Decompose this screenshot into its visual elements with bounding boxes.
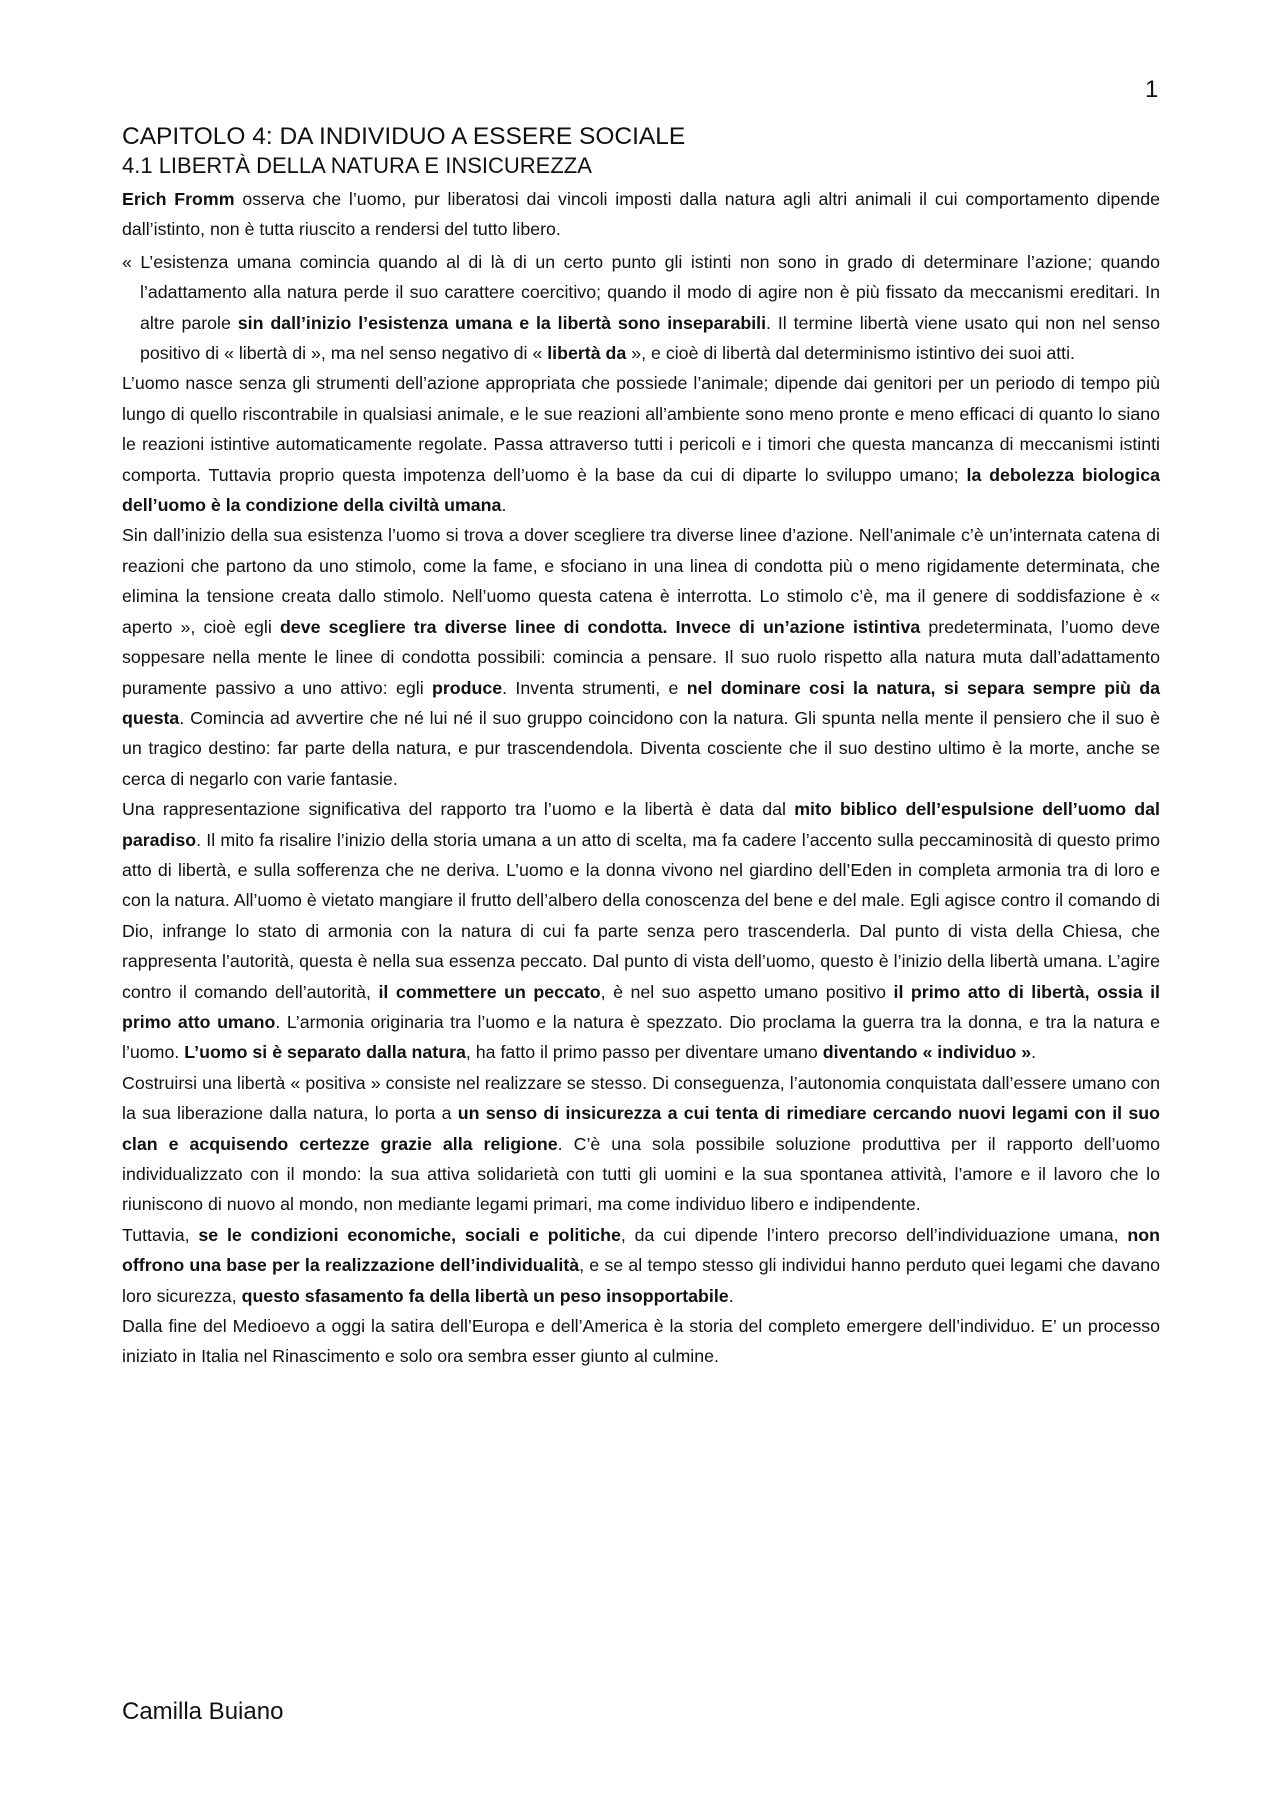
bold-text: la debolezza biologica dell’uomo è la condizione della civiltà umana bbox=[122, 464, 1160, 516]
quotation bbox=[122, 247, 1160, 369]
text-run: , e se al tempo stesso gli individui hanno perduto quei legami che davano loro sicurezza, bbox=[122, 1255, 1160, 1306]
bold-text: questo sfasamento fa della libertà un peso insopportabile bbox=[241, 1285, 729, 1306]
text-run: Dalla fine del Medioevo a oggi la satira dell’Europa e dell’America è la storia del completo emergere dell’individuo. E’ un processo iniziato in Italia nel Rinascimento e solo ora sembra esser giunto al culmine. bbox=[122, 1316, 1160, 1367]
text-run: osserva che l’uomo, pur liberatosi dai vincoli imposti dalla natura agli altri animali il cui comportamento dipende dall’istinto, non è tutta riuscito a rendersi del tutto libero. bbox=[122, 189, 1160, 240]
text-run: L’uomo nasce senza gli strumenti dell’azione appropriata che possiede l’animale; dipende dai genitori per un periodo di tempo più lungo di quello riscontrabile in qualsiasi animale, e le sue reazioni all’ambiente sono meno pronte e meno efficaci di quanto lo siano le reazioni istintive automaticamente regolate. Passa attraverso tutti i pericoli e i timori che questa mancanza di meccanismi istinti comporta. Tuttavia proprio questa impotenza dell’uomo è la base da cui di diparte lo sviluppo umano; bbox=[122, 373, 1160, 485]
text-run: Una rappresentazione significativa del rapporto tra l’uomo e la libertà è data dal bbox=[122, 799, 795, 820]
paragraph bbox=[122, 368, 1160, 520]
bold-text: diventando « individuo » bbox=[822, 1042, 1032, 1063]
text-run: Tuttavia, bbox=[122, 1224, 199, 1245]
bold-text: L’uomo si è separato dalla natura bbox=[184, 1042, 466, 1063]
text-run: . Inventa strumenti, e bbox=[502, 677, 687, 698]
paragraph bbox=[122, 520, 1160, 794]
page-number: 1 bbox=[1145, 76, 1159, 103]
text-run: , ha fatto il primo passo per diventare umano bbox=[465, 1042, 823, 1063]
bold-text: produce bbox=[432, 677, 503, 698]
section-title: 4.1 LIBERTÀ DELLA NATURA E INSICUREZZA bbox=[122, 153, 592, 178]
paragraph bbox=[122, 184, 1160, 245]
text-run: . bbox=[728, 1285, 734, 1306]
paragraph bbox=[122, 1220, 1160, 1311]
text-run: predeterminata, l’uomo deve soppesare nella mente le linee di condotta possibili: comincia a pensare. Il suo ruolo rispetto alla natura muta dall’adattamento puramente passivo a uno attivo: egli bbox=[122, 616, 1160, 698]
bold-text: il primo atto di libertà, ossia il primo atto umano bbox=[122, 981, 1160, 1032]
text-run: . Il termine libertà viene usato qui non nel senso positivo di « libertà di », ma nel senso negativo di « bbox=[140, 312, 1161, 364]
text-run: , è nel suo aspetto umano positivo bbox=[600, 981, 894, 1002]
paragraph bbox=[122, 794, 1160, 1068]
footer-author: Camilla Buiano bbox=[122, 1698, 284, 1725]
text-run: . bbox=[1031, 1042, 1037, 1063]
bold-text: un senso di insicurezza a cui tenta di rimediare cercando nuovi legami con il suo clan e acquisendo certezze grazie alla religione bbox=[122, 1103, 1160, 1154]
bold-text: nel dominare cosi la natura, si separa sempre più da questa bbox=[122, 677, 1160, 728]
text-run: », e cioè di libertà dal determinismo istintivo dei suoi atti. bbox=[626, 343, 1075, 364]
paragraph bbox=[122, 1311, 1160, 1372]
text-run: , da cui dipende l’intero precorso dell’individuazione umana, bbox=[620, 1224, 1128, 1245]
text-run: . Il mito fa risalire l’inizio della storia umana a un atto di scelta, ma fa cadere l’accento sulla peccaminosità di questo primo atto di libertà, e sulla sofferenza che ne deriva. L’uomo e la donna vivono nel giardino dell’Eden in completa armonia tra di loro e con la natura. All’uomo è vietato mangiare il frutto dell’albero della conoscenza del bene e del male. Egli agisce contro il comando di Dio, infrange lo stato di armonia con la natura di cui fa parte senza pero trascenderla. Dal punto di vista della Chiesa, che rappresenta l’autorità, questa è nella sua essenza peccato. Dal punto di vista dell’uomo, questo è l’inizio della libertà umana. L’agire contro il comando dell’autorità, bbox=[122, 829, 1160, 1002]
bold-text: sin dall’inizio l’esistenza umana e la libertà sono inseparabili bbox=[237, 312, 767, 333]
chapter-title: CAPITOLO 4: DA INDIVIDUO A ESSERE SOCIALE bbox=[122, 123, 686, 150]
text-run: . bbox=[501, 495, 507, 516]
text-run: . Comincia ad avvertire che né lui né il suo gruppo coincidono con la natura. Gli spunta nella mente il pensiero che il suo è un tragico destino: far parte della natura, e pur trascendendola. Diventa cosciente che il suo destino ultimo è la morte, anche se cerca di negarlo con varie fantasie. bbox=[122, 707, 1160, 789]
paragraph bbox=[122, 1068, 1160, 1220]
text-run: . L’armonia originaria tra l’uomo e la natura è spezzato. Dio proclama la guerra tra la donna, e tra la natura e l’uomo. bbox=[122, 1011, 1160, 1063]
document-body bbox=[122, 122, 1160, 1372]
bold-text: libertà da bbox=[547, 343, 627, 364]
text-run: Sin dall’inizio della sua esistenza l’uomo si trova a dover scegliere tra diverse linee d’azione. Nell’animale c’è un’internata catena di reazioni che partono da uno stimolo, come la fame, e sfociano in una linea di condotta più o meno rigidamente determinata, che elimina la tensione creata dallo stimolo. Nell’uomo questa catena è interrotta. Lo stimolo c’è, ma il genere di soddisfazione è « aperto », cioè egli bbox=[122, 525, 1160, 637]
text-run: « L’esistenza umana comincia quando al di là di un certo punto gli istinti non sono in grado di determinare l’azione; quando l’adattamento alla natura perde il suo carattere coercitivo; quando il modo di agire non è più fissato da meccanismi ereditari. In altre parole bbox=[122, 251, 1160, 333]
bold-text: mito biblico dell’espulsione dell’uomo dal paradiso bbox=[122, 799, 1160, 850]
bold-text: deve scegliere tra diverse linee di condotta. Invece di un’azione istintiva bbox=[279, 616, 921, 637]
bold-text: il commettere un peccato bbox=[378, 981, 601, 1002]
text-run: . C’è una sola possibile soluzione produttiva per il rapporto dell’uomo individualizzato con il mondo: la sua attiva solidarietà con tutti gli uomini e la sua spontanea attività, l’amore e il lavoro che lo riuniscono di nuovo al mondo, non mediante legami primari, ma come individuo libero e indipendente. bbox=[122, 1133, 1160, 1215]
bold-text: se le condizioni economiche, sociali e politiche bbox=[198, 1224, 621, 1245]
bold-text: non offrono una base per la realizzazione dell’individualità bbox=[122, 1224, 1160, 1276]
bold-text: Erich Fromm bbox=[122, 189, 235, 209]
text-run: Costruirsi una libertà « positiva » consiste nel realizzare se stesso. Di conseguenza, l’autonomia conquistata dall’essere umano con la sua liberazione dalla natura, lo porta a bbox=[122, 1072, 1160, 1124]
